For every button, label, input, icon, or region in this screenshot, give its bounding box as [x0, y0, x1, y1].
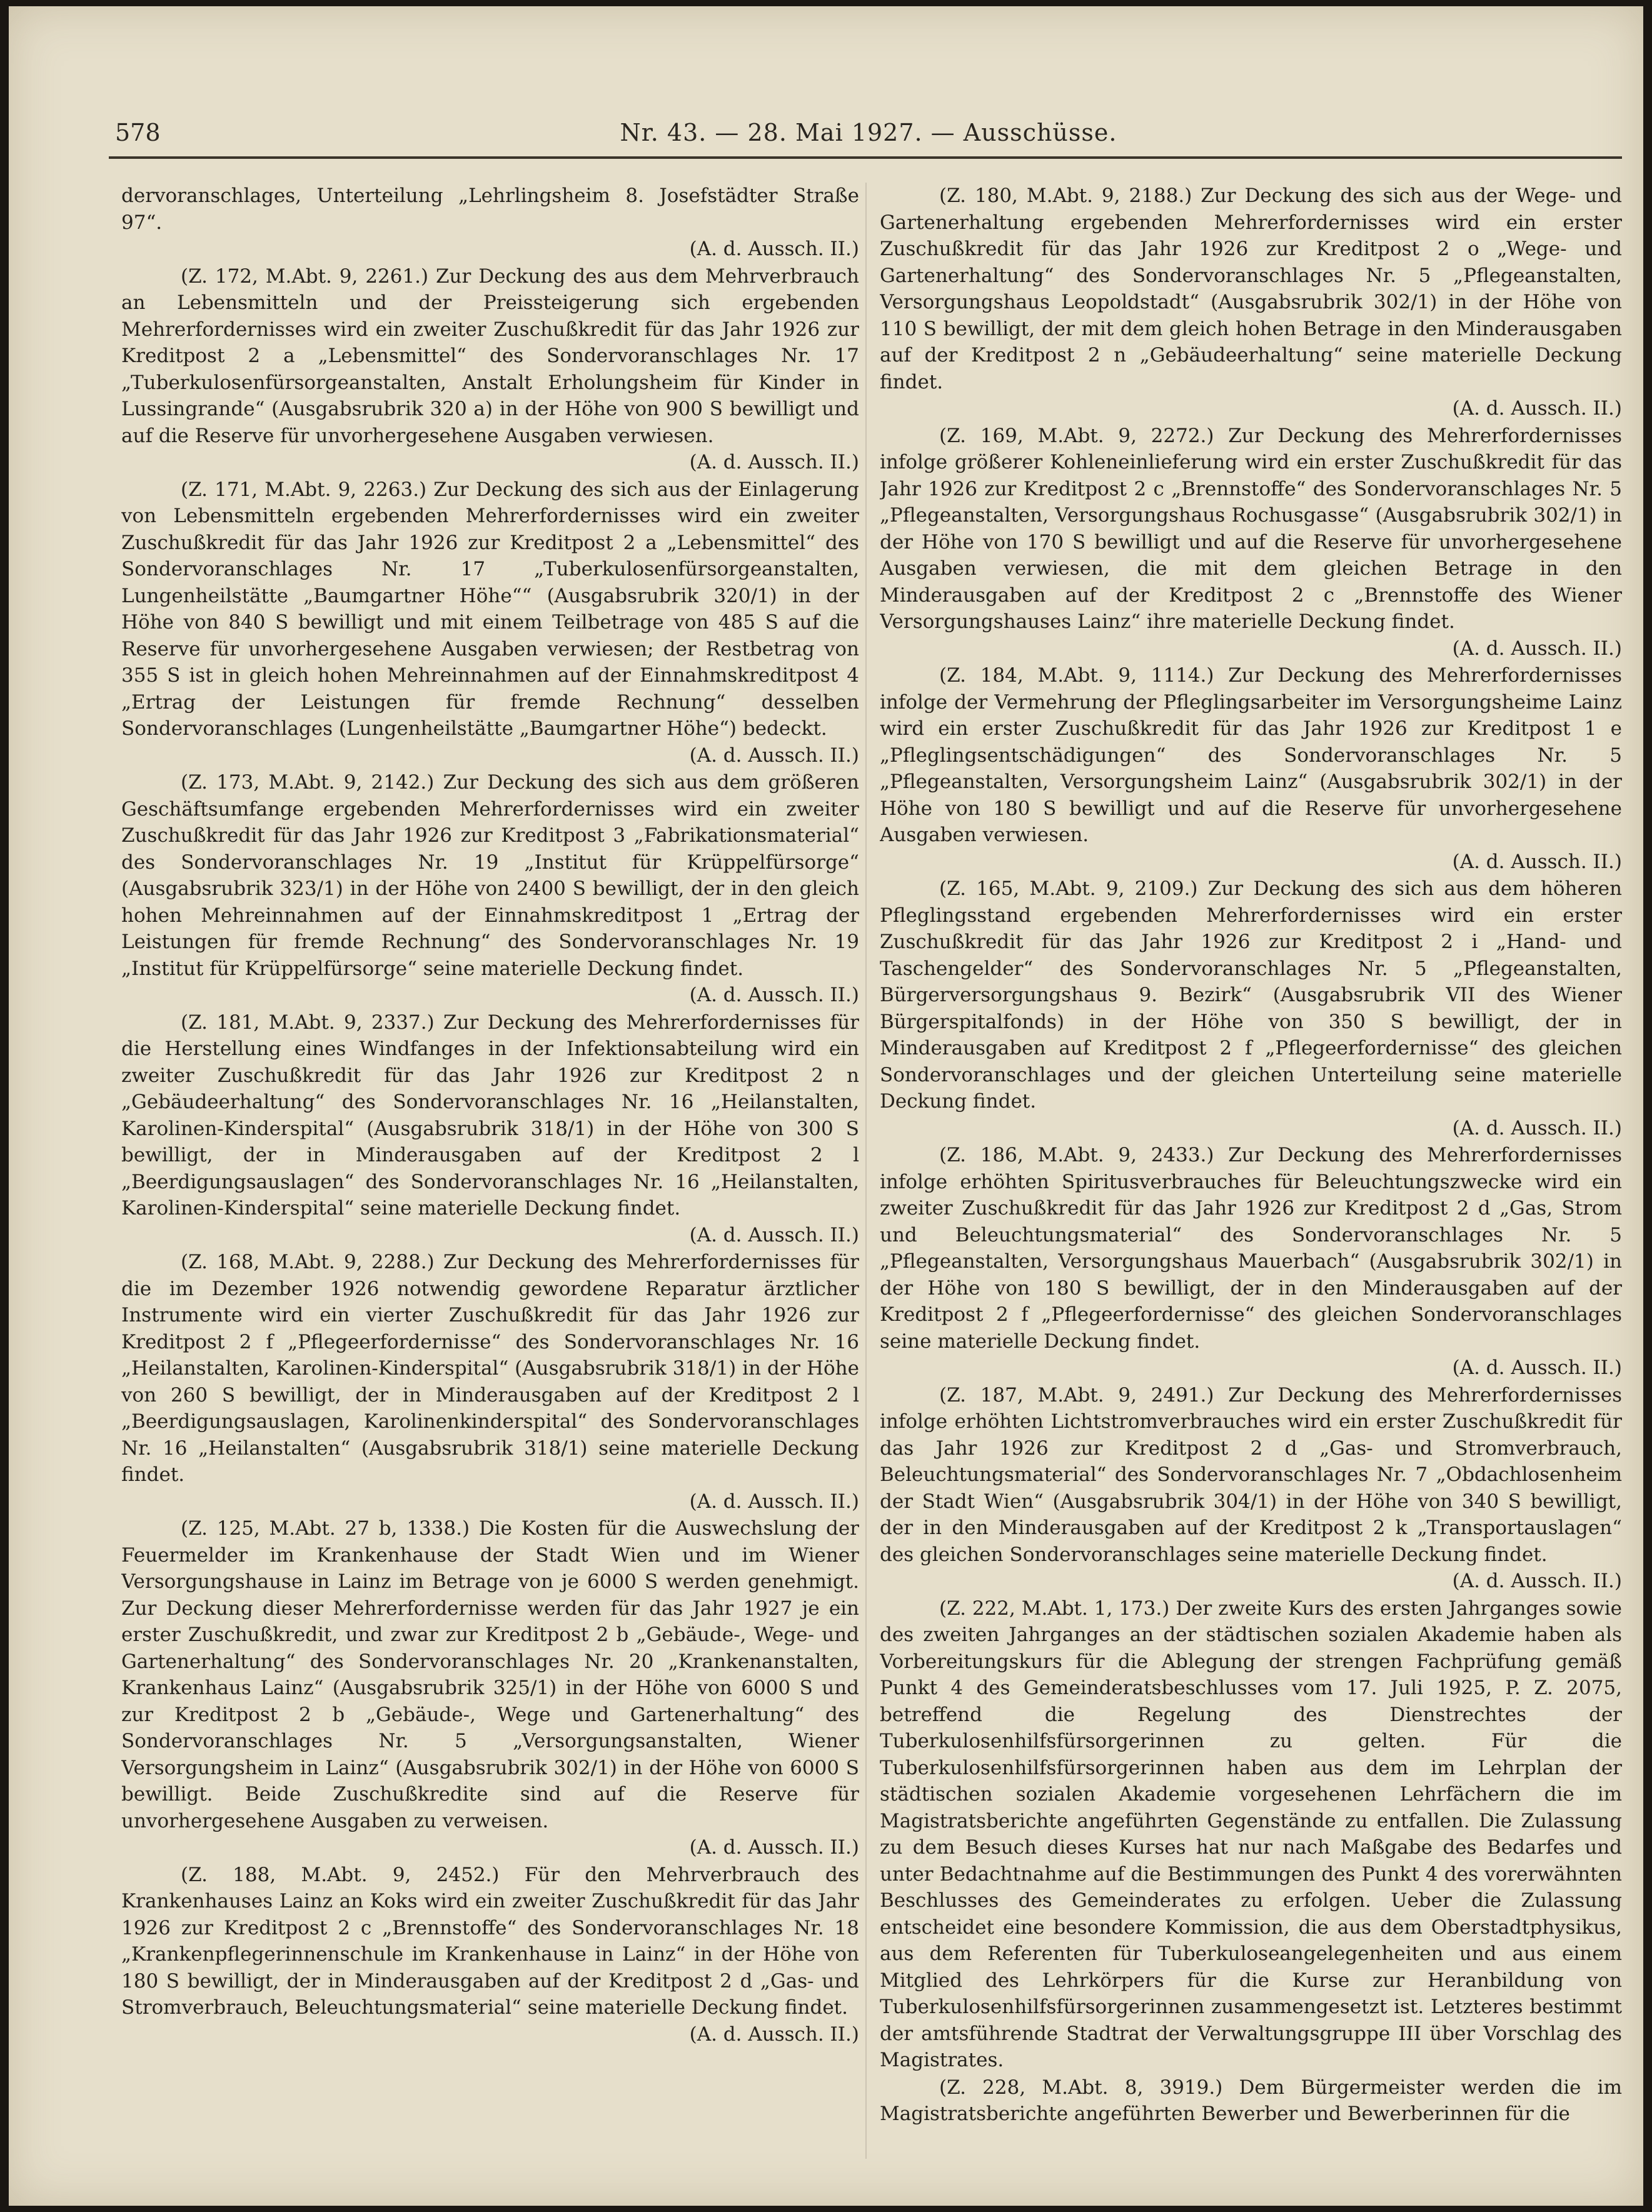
committee-reference: (A. d. Aussch. II.) [1452, 1356, 1622, 1379]
committee-reference: (A. d. Aussch. II.) [689, 238, 859, 260]
paragraph-text: (Z. 172, M.Abt. 9, 2261.) Zur Deckung des aus dem Mehrverbrauch an Lebensmitteln und der Preissteigerung sich ergebenden Mehrerfordernisses wird ein zweiter Zuschußkredit für das Jahr 1926 zur Kreditpost 2 a „Lebensmittel“ des Sondervoranschlages Nr. 17 „Tuberkulosenfürsorgeanstalten, Anstalt Erholungsheim für Kinder in Lussingrande“ (Ausgabsrubrik 320 a) in der Höhe von 900 S bewilligt und auf die Reserve für unvorhergesehene Ausgaben verwiesen. [121, 265, 859, 447]
paragraph-text: (Z. 188, M.Abt. 9, 2452.) Für den Mehrverbrauch des Krankenhauses Lainz an Koks wird ein zweiter Zuschußkredit für das Jahr 1926 zur Kreditpost 2 c „Brennstoffe“ des Sondervoranschlages Nr. 18 „Krankenpflegerinnenschule im Krankenhause in Lainz“ in der Höhe von 180 S bewilligt, der in Minderausgaben auf der Kreditpost 2 d „Gas- und Stromverbrauch, Beleuchtungsmaterial“ seine materielle Deckung findet. [121, 1863, 859, 2019]
committee-reference: (A. d. Aussch. II.) [689, 1836, 859, 1859]
committee-reference: (A. d. Aussch. II.) [689, 1223, 859, 1246]
paragraph-text: (Z. 165, M.Abt. 9, 2109.) Zur Deckung des sich aus dem höheren Pfleglingsstand ergebenden Mehrerfordernisses wird ein erster Zuschußkredit für das Jahr 1926 zur Kreditpost 2 i „Hand- und Taschengelder“ des Sondervoranschlages Nr. 5 „Pflegeanstalten, Bürgerversorgungshaus 9. Bezirk“ (Ausgabsrubrik VII des Wiener Bürgerspitalfonds) in der Höhe von 350 S bewilligt, der in Minderausgaben auf Kreditpost 2 f „Pflegeerfordernisse“ des gleichen Sondervoranschlages und der gleichen Unterteilung seine materielle Deckung findet. [880, 877, 1622, 1113]
paragraph-text: (Z. 222, M.Abt. 1, 173.) Der zweite Kurs des ersten Jahrganges sowie des zweiten Jahrganges an der städtischen sozialen Akademie haben als Vorbereitungskurs für die Ablegung der strengen Fachprüfung gemäß Punkt 4 des Gemeinderatsbeschlusses vom 17. Juli 1925, P. Z. 2075, betreffend die Regelung des Dienstrechtes der Tuberkulosenhilfsfürsorgerinnen zu gelten. Für die Tuberkulosenhilfsfürsorgerinnen haben aus dem im Lehrplan der städtischen sozialen Akademie vorgesehenen Lehrfächern die im Magistratsberichte angeführten Gegenstände zu entfallen. Die Zulassung zu dem Besuch dieses Kurses hat nur nach Maßgabe des Bedarfes und unter Bedachtnahme auf die Bestimmungen des Punkt 4 des vorerwähnten Beschlusses des Gemeinderates zu erfolgen. Ueber die Zulassung entscheidet eine besondere Kommission, die aus dem Oberstadtphysikus, aus dem Referenten für Tuberkuloseangelegenheiten und aus einem Mitglied des Lehrkörpers für die Kurse zur Heranbildung von Tuberkulosenhilfsfürsorgerinnen zusammengesetzt ist. Letzteres bestimmt der amtsführende Stadtrat der Verwaltungsgruppe III über Vorschlag des Magistrates. [880, 1597, 1622, 2071]
committee-reference: (A. d. Aussch. II.) [1452, 850, 1622, 873]
paragraph-text: dervoranschlages, Unterteilung „Lehrlingsheim 8. Josefstädter Straße 97“. [121, 184, 859, 234]
paragraph [880, 876, 1622, 1141]
paragraph-text: (Z. 173, M.Abt. 9, 2142.) Zur Deckung des sich aus dem größeren Geschäftsumfange ergebenden Mehrerfordernisses wird ein zweiter Zuschußkredit für das Jahr 1926 zur Kreditpost 3 „Fabrikationsmaterial“ des Sondervoranschlages Nr. 19 „Institut für Krüppelfürsorge“ (Ausgabsrubrik 323/1) in der Höhe von 2400 S bewilligt, der in den gleich hohen Mehreinnahmen auf der Einnahmskreditpost 1 „Ertrag der Leistungen für fremde Rechnung“ des Sondervoranschlages Nr. 19 „Institut für Krüppelfürsorge“ seine materielle Deckung findet. [121, 771, 859, 980]
paragraph [121, 263, 859, 476]
paragraph [880, 1142, 1622, 1381]
paragraph-text: (Z. 228, M.Abt. 8, 3919.) Dem Bürgermeister werden die im Magistratsberichte angeführten Bewerber und Bewerberinnen für die [880, 2076, 1622, 2125]
page-header [115, 119, 1622, 155]
paragraph [121, 1249, 859, 1515]
committee-reference: (A. d. Aussch. II.) [689, 984, 859, 1006]
paragraph-text: (Z. 180, M.Abt. 9, 2188.) Zur Deckung des sich aus der Wege- und Gartenerhaltung ergebenden Mehrerfordernisses wird ein erster Zuschußkredit für das Jahr 1926 zur Kreditpost 2 o „Wege- und Gartenerhaltung“ des Sondervoranschlages Nr. 5 „Pflegeanstalten, Versorgungshaus Leopoldstadt“ (Ausgabsrubrik 302/1) in der Höhe von 110 S bewilligt, der mit dem gleich hohen Betrage in den Minderausgaben auf der Kreditpost 2 n „Gebäudeerhaltung“ seine materielle Deckung findet. [880, 184, 1622, 393]
paragraph [880, 662, 1622, 875]
paragraph [880, 1382, 1622, 1595]
paragraph [121, 1009, 859, 1249]
paragraph-text: (Z. 169, M.Abt. 9, 2272.) Zur Deckung des Mehrerfordernisses infolge größerer Kohleneinlieferung wird ein erster Zuschußkredit für das Jahr 1926 zur Kreditpost 2 c „Brennstoffe“ des Sondervoranschlages Nr. 5 „Pflegeanstalten, Versorgungshaus Rochusgasse“ (Ausgabsrubrik 302/1) in der Höhe von 170 S bewilligt und auf die Reserve für unvorhergesehene Ausgaben verwiesen, die mit dem gleichen Betrage in den Minderausgaben auf der Kreditpost 2 c „Brennstoffe des Wiener Versorgungshauses Lainz“ ihre materielle Deckung findet. [880, 424, 1622, 633]
committee-reference: (A. d. Aussch. II.) [1452, 637, 1622, 660]
left-column [121, 183, 859, 2165]
committee-reference: (A. d. Aussch. II.) [1452, 1570, 1622, 1592]
page-number: 578 [115, 119, 161, 146]
paragraph [880, 423, 1622, 662]
page-title: Nr. 43. — 28. Mai 1927. — Ausschüsse. [620, 119, 1117, 146]
paragraph-text: (Z. 186, M.Abt. 9, 2433.) Zur Deckung des Mehrerfordernisses infolge erhöhten Spiritusverbrauches für Beleuchtungszwecke wird ein zweiter Zuschußkredit für das Jahr 1926 zur Kreditpost 2 d „Gas, Strom und Beleuchtungsmaterial“ des Sondervoranschlages Nr. 5 „Pflegeanstalten, Versorgungshaus Mauerbach“ (Ausgabsrubrik 302/1) in der Höhe von 180 S bewilligt, der in den Minderausgaben auf der Kreditpost 2 f „Pflegeerfordernisse“ des gleichen Sondervoranschlages seine materielle Deckung findet. [880, 1144, 1622, 1353]
paragraph-text: (Z. 184, M.Abt. 9, 1114.) Zur Deckung des Mehrerfordernisses infolge der Vermehrung der Pfleglingsarbeiter im Versorgungsheime Lainz wird ein erster Zuschußkredit für das Jahr 1926 zur Kreditpost 1 e „Pfleglingsentschädigungen“ des Sondervoranschlages Nr. 5 „Pflegeanstalten, Versorgungsheim Lainz“ (Ausgabsrubrik 302/1) in der Höhe von 180 S bewilligt und auf die Reserve für unvorhergesehene Ausgaben verwiesen. [880, 664, 1622, 846]
paragraph [121, 1862, 859, 2048]
paragraph-text: (Z. 187, M.Abt. 9, 2491.) Zur Deckung des Mehrerfordernisses infolge erhöhten Lichtstromverbrauches wird ein erster Zuschußkredit für das Jahr 1926 zur Kreditpost 2 d „Gas- und Stromverbrauch, Beleuchtungsmaterial“ des Sondervoranschlages Nr. 7 „Obdachlosenheim der Stadt Wien“ (Ausgabsrubrik 304/1) in der Höhe von 340 S bewilligt, der in den Minderausgaben auf der Kreditpost 2 k „Transportauslagen“ des gleichen Sondervoranschlages seine materielle Deckung findet. [880, 1383, 1622, 1566]
committee-reference: (A. d. Aussch. II.) [1452, 1116, 1622, 1139]
committee-reference: (A. d. Aussch. II.) [689, 1490, 859, 1513]
paragraph [880, 183, 1622, 422]
committee-reference: (A. d. Aussch. II.) [1452, 397, 1622, 420]
committee-reference: (A. d. Aussch. II.) [689, 744, 859, 767]
paragraph [121, 183, 859, 263]
paragraph [121, 477, 859, 769]
paragraph [121, 1515, 859, 1861]
right-column [880, 183, 1622, 2165]
paragraph-text: (Z. 181, M.Abt. 9, 2337.) Zur Deckung des Mehrerfordernisses für die Herstellung eines Windfanges in der Infektionsabteilung wird ein zweiter Zuschußkredit für das Jahr 1926 zur Kreditpost 2 n „Gebäudeerhaltung“ des Sondervoranschlages Nr. 16 „Heilanstalten, Karolinen-Kinderspital“ (Ausgabsrubrik 318/1) in der Höhe von 300 S bewilligt, der in Minderausgaben auf der Kreditpost 2 l „Beerdigungsauslagen“ des Sondervoranschlages Nr. 16 „Heilanstalten, Karolinen-Kinderspital“ seine materielle Deckung findet. [121, 1011, 859, 1220]
paragraph [880, 1595, 1622, 2074]
committee-reference: (A. d. Aussch. II.) [689, 2023, 859, 2046]
paragraph-text: (Z. 171, M.Abt. 9, 2263.) Zur Deckung des sich aus der Einlagerung von Lebensmitteln ergebenden Mehrerfordernisses wird ein zweiter Zuschußkredit für das Jahr 1926 zur Kreditpost 2 a „Lebensmittel“ des Sondervoranschlages Nr. 17 „Tuberkulosenfürsorgeanstalten, Lungenheilstätte „Baumgartner Höhe““ (Ausgabsrubrik 320/1) in der Höhe von 840 S bewilligt und mit einem Teilbetrage von 485 S auf die Reserve für unvorhergesehene Ausgaben verwiesen; der Restbetrag von 355 S ist in gleich hohen Mehreinnahmen auf der Einnahmskreditpost 4 „Ertrag der Leistungen für fremde Rechnung“ desselben Sondervoranschlages (Lungenheilstätte „Baumgartner Höhe“) bedeckt. [121, 478, 859, 740]
paragraph-text: (Z. 125, M.Abt. 27 b, 1338.) Die Kosten für die Auswechslung der Feuermelder im Krankenhause der Stadt Wien und im Wiener Versorgungshause in Lainz im Betrage von je 6000 S werden genehmigt. Zur Deckung dieser Mehrerfordernisse werden für das Jahr 1927 je ein erster Zuschußkredit, und zwar zur Kreditpost 2 b „Gebäude-, Wege- und Gartenerhaltung“ des Sondervoranschlages Nr. 20 „Krankenanstalten, Krankenhaus Lainz“ (Ausgabsrubrik 325/1) in der Höhe von 6000 S und zur Kreditpost 2 b „Gebäude-, Wege und Gartenerhaltung“ des Sondervoranschlages Nr. 5 „Versorgungsanstalten, Wiener Versorgungsheim in Lainz“ (Ausgabsrubrik 302/1) in der Höhe von 6000 S bewilligt. Beide Zuschußkredite sind auf die Reserve für unvorhergesehene Ausgaben zu verweisen. [121, 1517, 859, 1832]
header-rule [109, 156, 1622, 159]
committee-reference: (A. d. Aussch. II.) [689, 451, 859, 473]
paragraph-text: (Z. 168, M.Abt. 9, 2288.) Zur Deckung des Mehrerfordernisses für die im Dezember 1926 notwendig gewordene Reparatur ärztlicher Instrumente wird ein vierter Zuschußkredit für das Jahr 1926 zur Kreditpost 2 f „Pflegeerfordernisse“ des Sondervoranschlages Nr. 16 „Heilanstalten, Karolinen-Kinderspital“ (Ausgabsrubrik 318/1) in der Höhe von 260 S bewilligt, der in Minderausgaben auf der Kreditpost 2 l „Beerdigungsauslagen, Karolinenkinderspital“ des Sondervoranschlages Nr. 16 „Heilanstalten“ (Ausgabsrubrik 318/1) seine materielle Deckung findet. [121, 1251, 859, 1486]
column-divider [865, 183, 867, 2159]
paragraph [880, 2074, 1622, 2128]
newspaper-page [9, 6, 1643, 2206]
paragraph [121, 769, 859, 1009]
